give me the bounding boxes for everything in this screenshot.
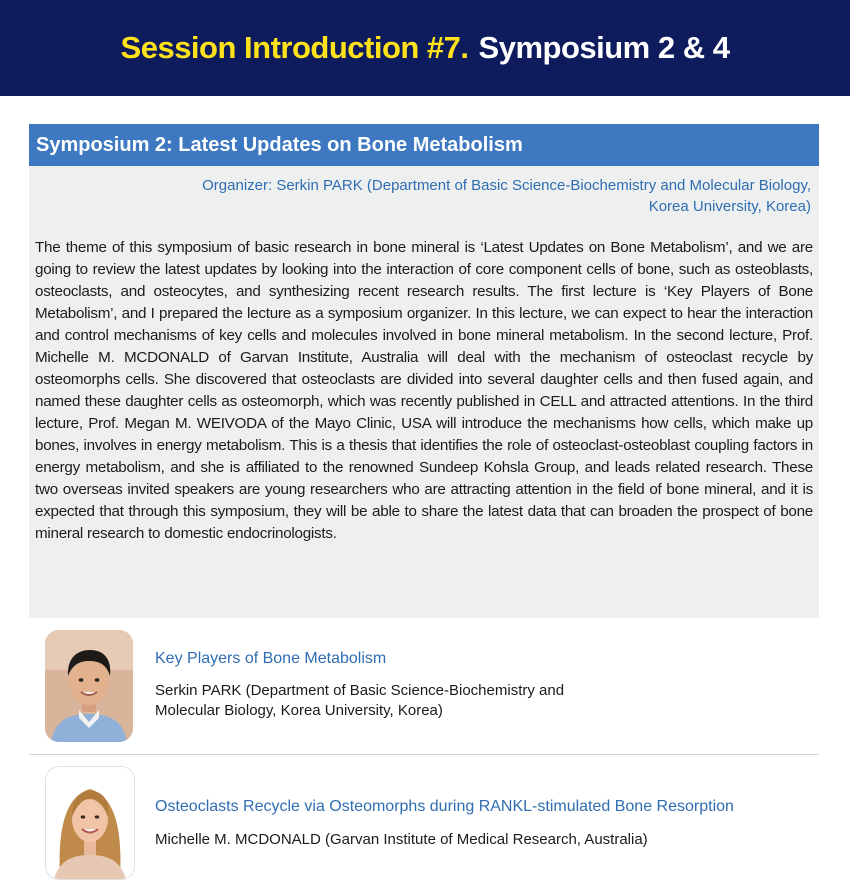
speaker-entry bbox=[29, 630, 819, 755]
organizer-line-2: Korea University, Korea) bbox=[648, 198, 811, 215]
talk-title: Osteoclasts Recycle via Osteomorphs during RANKL-stimulated Bone Resorption bbox=[155, 798, 734, 815]
speaker-portrait-male bbox=[45, 630, 133, 742]
speaker-affiliation: Serkin PARK (Department of Basic Science-Biochemistry and Molecular Biology, Korea University, Korea) bbox=[155, 682, 565, 719]
speaker-affiliation: Michelle M. MCDONALD (Garvan Institute of Medical Research, Australia) bbox=[155, 831, 648, 848]
organizer-line-1: Organizer: Serkin PARK (Department of Basic Science-Biochemistry and Molecular Biology, bbox=[202, 177, 811, 194]
page-banner bbox=[0, 0, 850, 96]
speaker-photo bbox=[45, 630, 133, 742]
symposium-description: The theme of this symposium of basic research in bone mineral is ‘Latest Updates on Bone Metabolism’, and we are going to review the latest updates by looking into the interaction of core component cells of bone, such as osteoblasts, osteoclasts, and osteocytes, and synthesizing recent research results. The first lecture is ‘Key Players of Bone Metabolism’, and I prepared the lecture as a symposium organizer. In this lecture, we can expect to hear the interaction and control mechanisms of key cells and molecules involved in bone mineral metabolism. In the second lecture, Prof. Michelle M. MCDONALD of Garvan Institute, Australia will deal with the mechanism of osteoclast recycle by osteomorphs cells. She discovered that osteoclasts are divided into several daughter cells and then fused again, and named these daughter cells as osteomorph, which was recently published in CELL and attracted attentions. In the third lecture, Prof. Megan M. WEIVODA of the Mayo Clinic, USA will introduce the mechanisms how cells, which make up bones, involves in energy metabolism. This is a thesis that identifies the role of osteoclast-osteoblast coupling factors in energy metabolism, and she is affiliated to the renowned Sundeep Kohsla Group, and leads related research. These two overseas invited speakers are young researchers who are attracting attention in the field of bone mineral, and it is expected that through this symposium, they will be able to share the latest data that can broaden the prospect of bone mineral research to domestic endocrinologists. bbox=[35, 239, 813, 542]
speaker-photo bbox=[45, 766, 135, 880]
symposium-panel bbox=[29, 124, 819, 618]
banner-title-session: Session Introduction #7. bbox=[120, 30, 469, 65]
symposium-heading: Symposium 2: Latest Updates on Bone Metabolism bbox=[29, 124, 819, 166]
talk-title: Key Players of Bone Metabolism bbox=[155, 650, 387, 667]
speaker-entry bbox=[29, 756, 819, 880]
speaker-portrait-female bbox=[46, 767, 134, 879]
organizer-info bbox=[29, 166, 819, 217]
banner-title-symposium: Symposium 2 & 4 bbox=[478, 30, 730, 65]
